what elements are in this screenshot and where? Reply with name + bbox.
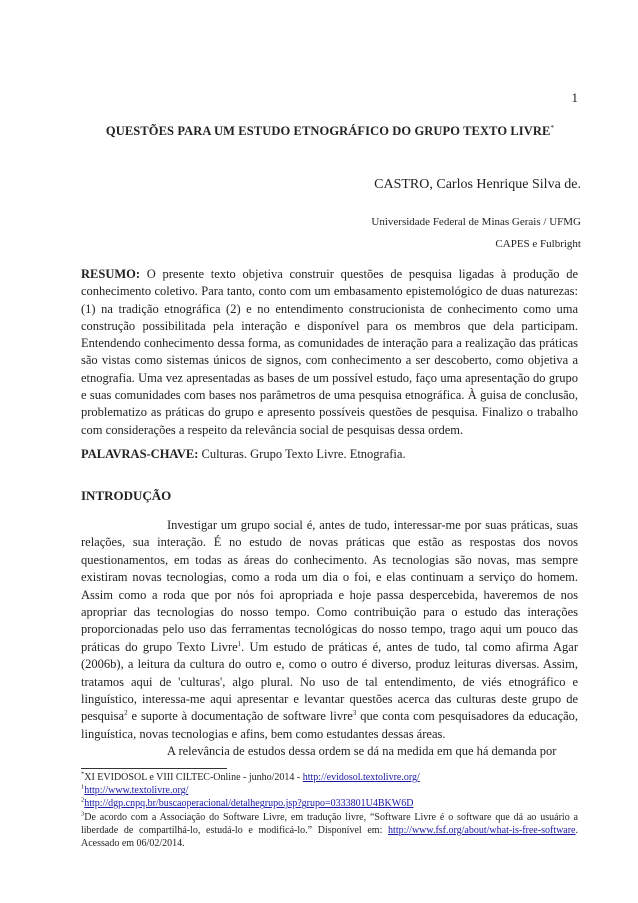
institution: Universidade Federal de Minas Gerais / UFMG <box>371 216 581 228</box>
footnote <box>81 771 578 784</box>
footnote-text: De acordo com a Associação do Software Livre, em tradução livre, “Software Livre é o software que dá ao usuário a liberdade de compartilhá-lo, estudá-lo e modificá-lo.” Disponível em: <box>81 811 578 836</box>
footnote <box>81 797 578 810</box>
footnote-text: XI EVIDOSOL e VIII CILTEC-Online - junho/2014 - <box>84 772 303 783</box>
author-name: CASTRO, Carlos Henrique Silva de. <box>374 177 581 192</box>
paper-title <box>80 124 580 139</box>
footnote-mark: 1 <box>81 783 85 791</box>
footnote-link[interactable]: http://evidosol.textolivre.org/ <box>302 772 420 783</box>
section-heading-introduction: INTRODUÇÃO <box>81 488 172 503</box>
footnote-mark: * <box>81 770 85 778</box>
footnote-text: . Acessado em 06/02/2014. <box>81 824 578 850</box>
keywords-text: Culturas. Grupo Texto Livre. Etnografia. <box>201 447 406 461</box>
paragraph-text: e suporte à documentação de software livre <box>127 709 353 724</box>
introduction-body <box>81 517 578 761</box>
footnote-link[interactable]: http://dgp.cnpq.br/buscaoperacional/detalhegrupo.jsp?grupo=0333801U4BKW6D <box>84 798 414 810</box>
keywords-label: PALAVRAS-CHAVE: <box>81 447 199 461</box>
keywords <box>81 447 578 462</box>
affiliation: CAPES e Fulbright <box>495 238 581 250</box>
footnote-separator <box>81 768 227 769</box>
abstract-label: RESUMO: <box>81 267 141 281</box>
paragraph-text: que conta com pesquisadores da educação, linguística, novas tecnologias e afins, bem como estudantes dessas áreas. <box>81 709 578 741</box>
paragraph-text: A relevância de estudos dessa ordem se dá na medida em que há demanda por <box>167 744 557 759</box>
footnote-link[interactable]: http://www.fsf.org/about/what-is-free-software <box>388 824 576 836</box>
title-text: QUESTÕES PARA UM ESTUDO ETNOGRÁFICO DO GRUPO TEXTO LIVRE <box>105 124 551 139</box>
abstract <box>81 266 578 439</box>
footnote <box>81 784 578 797</box>
title-footnote-mark: * <box>550 124 555 132</box>
paragraph <box>81 517 578 743</box>
footnotes <box>81 771 578 850</box>
footnote-ref: 3 <box>352 709 357 718</box>
footnote-ref: 1 <box>237 639 242 648</box>
footnote-ref: 2 <box>124 709 128 718</box>
paragraph <box>81 743 578 760</box>
paragraph-text: Investigar um grupo social é, antes de tudo, interessar-me por suas práticas, suas relações, sua interação. É no estudo de novas práticas que estão as respostas dos novos questionamentos, em todas as áreas do conhecimento. As tecnologias são novas, mas sempre existiram novas tecnologias, como a roda um dia o foi, e elas continuam a serviço do homem. Assim como a roda que por nós foi apropriada e hoje passa despercebida, haveremos de nos apropriar das tecnologias do nosso tempo. Como contribuição para o estudo das interações proporcionadas pelo uso das ferramentas tecnológicas do nosso tempo, trago aqui um pouco das práticas do grupo Texto Livre <box>81 518 578 654</box>
footnote-mark: 3 <box>81 810 85 818</box>
abstract-text: O presente texto objetiva construir questões de pesquisa ligadas à produção de conhecimento coletivo. Para tanto, conto com um embasamento epistemológico de duas naturezas: (1) na tradição etnográfica (2) e no entendimento construcionista de conhecimento como uma construção possibilitada pela interação e disponível para os membros que dela participam. Entendendo conhecimento dessa forma, as comunidades de interação para a realização das práticas são vistas como sistemas únicos de signos, com conhecimento a ser descoberto, como objetiva a etnografia. Uma vez apresentadas as bases de um possível estudo, faço uma apresentação do grupo e suas comunidades com bases nos parâmetros de uma pesquisa etnográfica. À guisa de conclusão, problematizo as práticas do grupo e apresento possíveis questões de pesquisa. Finalizo o trabalho com considerações a respeito da relevância social de pesquisas dessa ordem. <box>81 267 578 437</box>
footnote <box>81 811 578 851</box>
page-number: 1 <box>571 90 578 105</box>
footnote-link[interactable]: http://www.textolivre.org/ <box>84 785 189 797</box>
footnote-mark: 2 <box>81 797 85 805</box>
paragraph-text: . Um estudo de práticas é, antes de tudo, tal como afirma Agar (2006b), a leitura da cultura do outro e, como o outro é diverso, produz leituras diversas. Assim, tratamos aqui de 'culturas', algo plural. No uso de tal entendimento, de viés etnográfico e linguístico, interessa-me aqui apresentar e levantar questões acerca das culturas deste grupo de pesquisa <box>81 639 578 724</box>
